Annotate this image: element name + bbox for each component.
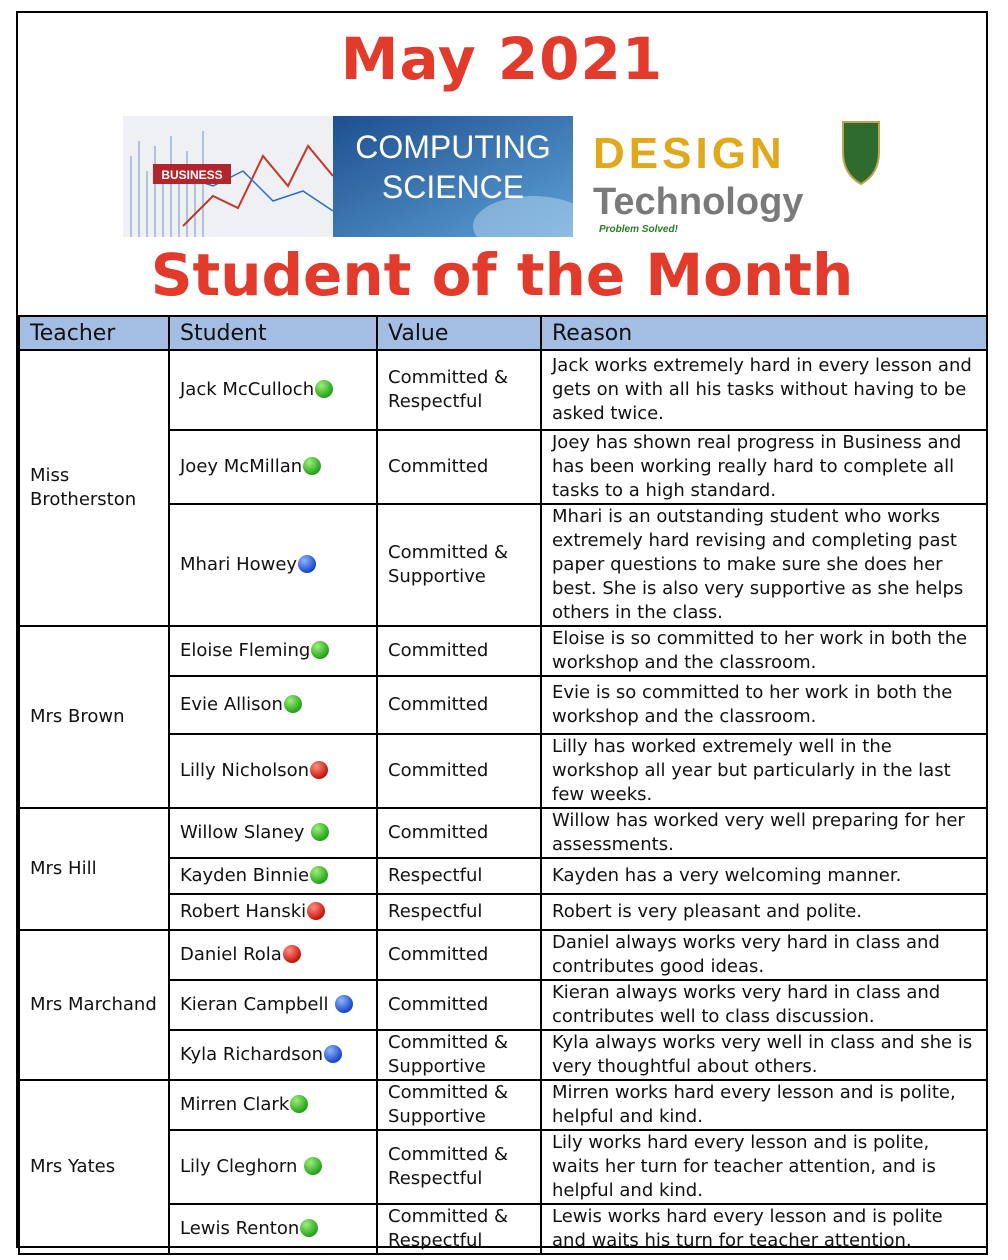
computing-label: COMPUTING — [355, 129, 551, 165]
student-table — [18, 315, 988, 1255]
header-reason: Reason — [541, 316, 987, 350]
reason-cell: Kieran always works very hard in class and contributes well to class discussion. — [541, 980, 987, 1030]
student-name: Eloise Fleming — [180, 640, 311, 661]
science-label: SCIENCE — [381, 169, 525, 205]
reason-cell: Evie is so committed to her work in both the workshop and the classroom. — [541, 676, 987, 734]
table-row — [19, 808, 987, 858]
student-name: Robert Hanski — [180, 901, 307, 922]
value-cell: Committed — [377, 676, 541, 734]
green-dot-icon — [311, 641, 329, 659]
table-body — [19, 350, 987, 1254]
month-title: May 2021 — [340, 25, 664, 93]
student-name: Joey McMillan — [180, 456, 303, 477]
student-cell — [169, 430, 377, 504]
blue-dot-icon — [335, 995, 353, 1013]
design-label: DESIGN — [593, 129, 786, 178]
value-cell: Committed — [377, 734, 541, 808]
student-cell — [169, 1030, 377, 1080]
student-cell — [169, 808, 377, 858]
value-cell: Committed & Supportive — [377, 1080, 541, 1130]
student-name: Lily Cleghorn — [180, 1156, 304, 1177]
student-cell — [169, 734, 377, 808]
blue-dot-icon — [324, 1045, 342, 1063]
student-name: Lilly Nicholson — [180, 760, 309, 781]
student-cell — [169, 626, 377, 676]
teacher-cell: Mrs Yates — [19, 1080, 169, 1254]
value-cell: Committed & Respectful — [377, 1130, 541, 1204]
computing-panel — [333, 116, 593, 237]
value-cell: Committed — [377, 808, 541, 858]
poster-frame — [16, 11, 988, 1251]
teacher-cell: Mrs Brown — [19, 626, 169, 808]
teacher-cell: Mrs Marchand — [19, 930, 169, 1080]
value-cell: Respectful — [377, 858, 541, 894]
value-cell: Committed — [377, 980, 541, 1030]
value-cell: Committed — [377, 430, 541, 504]
student-cell — [169, 980, 377, 1030]
student-cell — [169, 504, 377, 626]
teacher-cell: Miss Brotherston — [19, 350, 169, 626]
table-row — [19, 350, 987, 430]
student-name: Kyla Richardson — [180, 1044, 324, 1065]
header-teacher: Teacher — [19, 316, 169, 350]
blue-dot-icon — [298, 555, 316, 573]
student-cell — [169, 676, 377, 734]
student-name: Evie Allison — [180, 694, 283, 715]
reason-cell: Daniel always works very hard in class and contributes good ideas. — [541, 930, 987, 980]
value-cell: Committed & Respectful — [377, 1204, 541, 1254]
subject-banner — [123, 116, 883, 237]
red-dot-icon — [310, 761, 328, 779]
value-cell: Committed & Supportive — [377, 504, 541, 626]
reason-cell: Kyla always works very well in class and she is very thoughtful about others. — [541, 1030, 987, 1080]
header-value: Value — [377, 316, 541, 350]
design-tagline: Problem Solved! — [599, 224, 678, 235]
reason-cell: Willow has worked very well preparing for her assessments. — [541, 808, 987, 858]
reason-cell: Mirren works hard every lesson and is polite, helpful and kind. — [541, 1080, 987, 1130]
student-cell — [169, 350, 377, 430]
table-row — [19, 626, 987, 676]
teacher-cell: Mrs Hill — [19, 808, 169, 930]
green-dot-icon — [290, 1095, 308, 1113]
student-name: Lewis Renton — [180, 1218, 300, 1239]
reason-cell: Joey has shown real progress in Business and has been working really hard to complete all tasks to a high standard. — [541, 430, 987, 504]
student-cell — [169, 1130, 377, 1204]
table-row — [19, 930, 987, 980]
green-dot-icon — [303, 457, 321, 475]
table-header-row — [19, 316, 987, 350]
student-name: Willow Slaney — [180, 822, 311, 843]
green-dot-icon — [284, 695, 302, 713]
value-cell: Committed & Supportive — [377, 1030, 541, 1080]
student-name: Daniel Rola — [180, 944, 282, 965]
reason-cell: Lilly has worked extremely well in the workshop all year but particularly in the last few weeks. — [541, 734, 987, 808]
student-cell — [169, 1080, 377, 1130]
green-dot-icon — [311, 823, 329, 841]
student-cell — [169, 894, 377, 930]
reason-cell: Kayden has a very welcoming manner. — [541, 858, 987, 894]
green-dot-icon — [315, 380, 333, 398]
student-of-month-title: Student of the Month — [150, 241, 854, 309]
student-name: Kayden Binnie — [180, 865, 310, 886]
design-technology-panel — [573, 116, 883, 237]
reason-cell: Lily works hard every lesson and is polite, waits her turn for teacher attention, and is helpful and kind. — [541, 1130, 987, 1204]
header-student: Student — [169, 316, 377, 350]
reason-cell: Robert is very pleasant and polite. — [541, 894, 987, 930]
value-cell: Committed & Respectful — [377, 350, 541, 430]
table-row — [19, 1080, 987, 1130]
value-cell: Respectful — [377, 894, 541, 930]
green-dot-icon — [310, 866, 328, 884]
value-cell: Committed — [377, 626, 541, 676]
student-name: Kieran Campbell — [180, 994, 335, 1015]
red-dot-icon — [283, 945, 301, 963]
reason-cell: Mhari is an outstanding student who works extremely hard revising and completing past paper questions to make sure she does her best. She is also very supportive as she helps others in the class. — [541, 504, 987, 626]
reason-cell: Eloise is so committed to her work in both the workshop and the classroom. — [541, 626, 987, 676]
reason-cell: Lewis works hard every lesson and is polite and waits his turn for teacher attention. — [541, 1204, 987, 1254]
reason-cell: Jack works extremely hard in every lesson and gets on with all his tasks without having to be asked twice. — [541, 350, 987, 430]
business-panel — [123, 116, 333, 237]
student-name: Mhari Howey — [180, 554, 298, 575]
red-dot-icon — [307, 902, 325, 920]
student-cell — [169, 930, 377, 980]
student-cell — [169, 1204, 377, 1254]
value-cell: Committed — [377, 930, 541, 980]
business-label: BUSINESS — [161, 168, 223, 182]
student-name: Jack McCulloch — [180, 379, 315, 400]
green-dot-icon — [300, 1219, 318, 1237]
green-dot-icon — [304, 1157, 322, 1175]
student-cell — [169, 858, 377, 894]
student-name: Mirren Clark — [180, 1094, 290, 1115]
technology-label: Technology — [593, 181, 804, 223]
